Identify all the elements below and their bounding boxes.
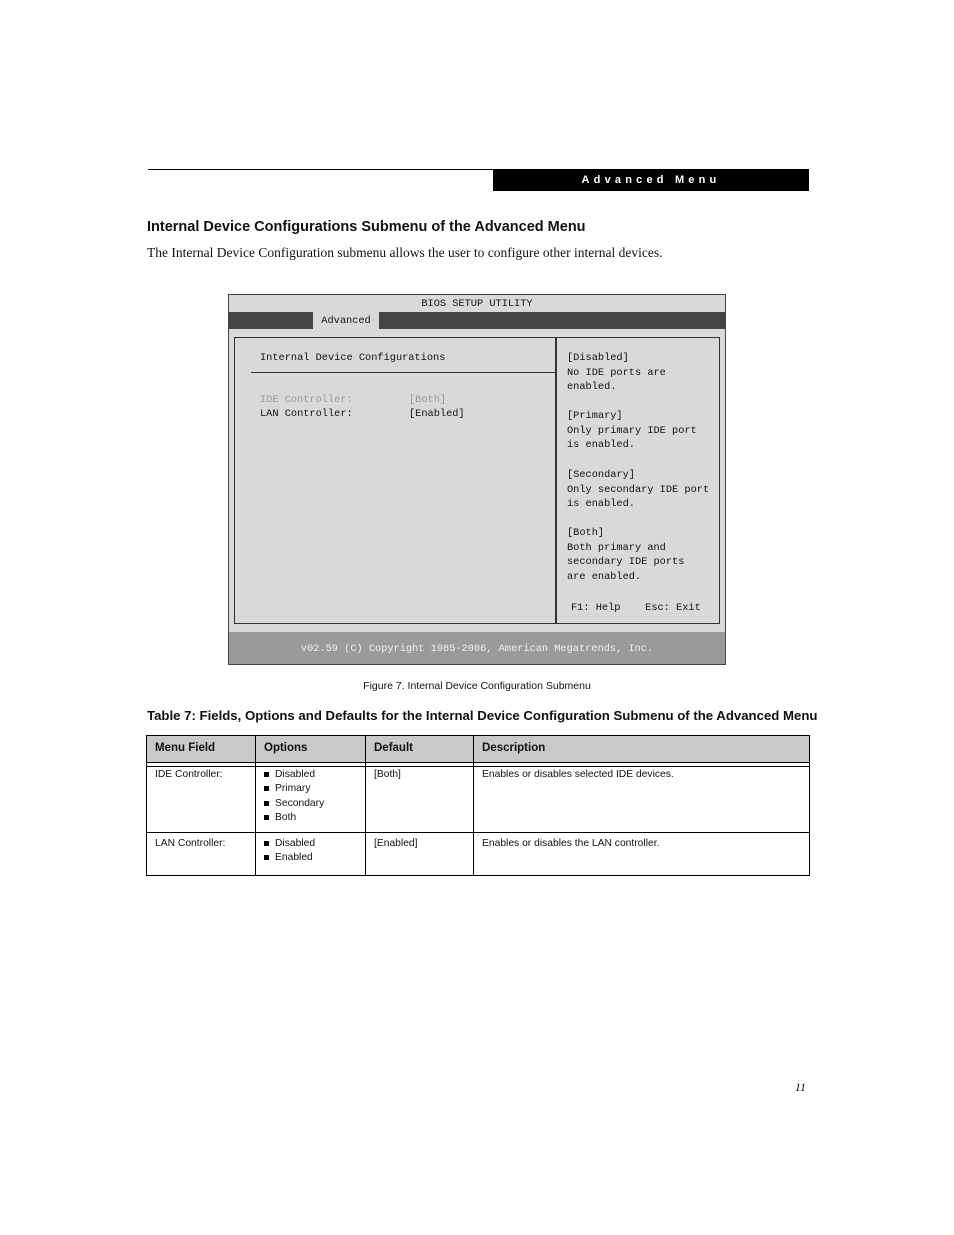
option-item: Primary	[264, 782, 324, 796]
table-cell-default: [Enabled]	[374, 838, 418, 849]
table-cell-options	[264, 837, 315, 866]
ide-controller-label[interactable]: IDE Controller:	[260, 394, 353, 406]
help-disabled: [Disabled] No IDE ports are enabled.	[567, 352, 666, 394]
help-keys: F1: Help Esc: Exit	[571, 602, 701, 614]
table-cell-default: [Both]	[374, 769, 401, 780]
lan-controller-label[interactable]: LAN Controller:	[260, 408, 353, 420]
page-heading: Internal Device Configurations Submenu of the Advanced Menu	[147, 219, 586, 235]
figure-caption: Figure 7. Internal Device Configuration Submenu	[363, 680, 591, 692]
column-divider	[255, 736, 256, 875]
intro-text: The Internal Device Configuration submenu allows the user to configure other internal devices.	[147, 245, 663, 260]
tab-advanced[interactable]: Advanced	[313, 312, 379, 329]
option-item: Both	[264, 811, 324, 825]
option-item: Secondary	[264, 797, 324, 811]
table-cell-description: Enables or disables the LAN controller.	[482, 838, 660, 849]
table-header-menu-field: Menu Field	[147, 736, 256, 763]
table-cell-description: Enables or disables selected IDE devices.	[482, 769, 674, 780]
bios-help-panel	[556, 337, 720, 624]
option-item: Disabled	[264, 837, 315, 851]
table-header-description: Description	[474, 736, 809, 763]
lan-controller-value[interactable]: [Enabled]	[409, 408, 465, 420]
column-divider	[473, 736, 474, 875]
bios-panel-title: Internal Device Configurations	[260, 352, 446, 364]
table-cell-field: IDE Controller:	[155, 769, 223, 780]
table-title: Table 7: Fields, Options and Defaults for the Internal Device Configuration Submenu of the Advanced Menu	[147, 708, 818, 723]
page-number: 11	[794, 1080, 806, 1094]
help-secondary: [Secondary] Only secondary IDE port is enabled.	[567, 469, 710, 511]
fields-table	[146, 735, 810, 876]
header-double-rule	[147, 766, 809, 767]
table-header-default: Default	[366, 736, 474, 763]
bios-main-panel	[234, 337, 557, 624]
column-divider	[365, 736, 366, 875]
bios-menubar	[229, 312, 725, 329]
ide-controller-value[interactable]: [Both]	[409, 394, 447, 406]
bios-panel-rule	[251, 372, 555, 373]
header-rule	[148, 169, 493, 170]
option-item: Enabled	[264, 851, 315, 865]
bios-title: BIOS SETUP UTILITY	[421, 298, 533, 310]
bios-screen	[228, 294, 726, 665]
table-cell-field: LAN Controller:	[155, 838, 226, 849]
help-both: [Both] Both primary and secondary IDE ports are enabled.	[567, 527, 685, 583]
table-cell-options	[264, 768, 324, 826]
section-tab: Advanced Menu	[493, 169, 809, 191]
table-header-options: Options	[256, 736, 366, 763]
row-divider	[147, 832, 809, 833]
bios-footer: v02.59 (C) Copyright 1985-2006, American Megatrends, Inc.	[229, 632, 725, 664]
help-primary: [Primary] Only primary IDE port is enabled.	[567, 410, 697, 452]
option-item: Disabled	[264, 768, 324, 782]
